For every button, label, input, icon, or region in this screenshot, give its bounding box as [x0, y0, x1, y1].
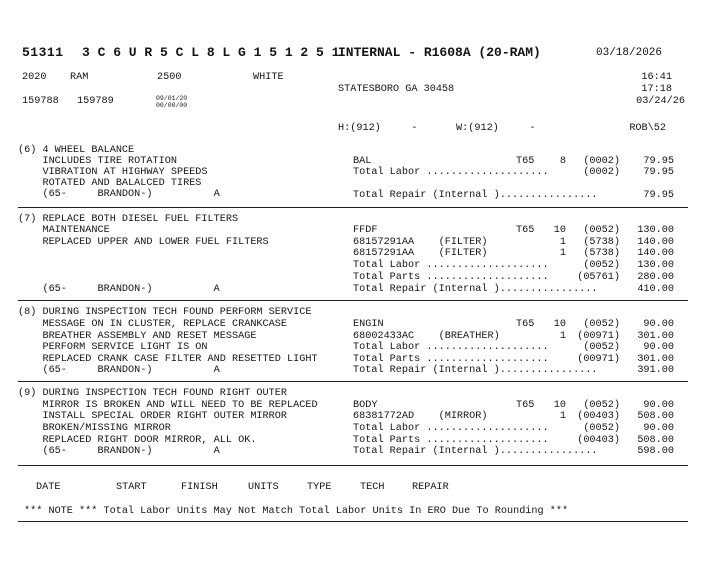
line-units: 10: [553, 400, 566, 411]
small-date-2: 00/00/00: [156, 102, 188, 109]
time-close: 17:18: [641, 84, 672, 95]
line-units: 1: [559, 331, 566, 342]
line-hours: (0052): [583, 423, 620, 434]
line-label: ENGIN: [353, 319, 384, 330]
line-label: 68157291AA (FILTER): [353, 237, 488, 248]
job-line: INSTALL SPECIAL ORDER RIGHT OUTER MIRROR: [18, 411, 287, 422]
line-amount: 130.00: [637, 260, 674, 271]
line-label: 68002433AC (BREATHER): [353, 331, 500, 342]
line-amount: 90.00: [643, 319, 674, 330]
line-amount: 79.95: [643, 156, 674, 167]
vehicle-model: 2500: [157, 72, 182, 83]
line-amount: 280.00: [637, 272, 674, 283]
line-units: 1: [559, 237, 566, 248]
line-hours: (0052): [583, 400, 620, 411]
line-tech: T65: [516, 156, 535, 167]
job-line: VIBRATION AT HIGHWAY SPEEDS: [18, 167, 208, 178]
line-hours: (5738): [583, 237, 620, 248]
line-hours: (0002): [583, 156, 620, 167]
line-amount: 391.00: [637, 365, 674, 376]
line-hours: (0052): [583, 260, 620, 271]
job-line: INCLUDES TIRE ROTATION: [18, 156, 177, 167]
job-line: (8) DURING INSPECTION TECH FOUND PERFORM SERVICE: [18, 307, 312, 318]
line-amount: 140.00: [637, 237, 674, 248]
job-line: (65- BRANDON-) A: [18, 365, 220, 376]
line-label: Total Parts ....................: [353, 272, 549, 283]
job-line: (65- BRANDON-) A: [18, 189, 220, 200]
line-hours: (0002): [583, 167, 620, 178]
service-advisor: ROB\52: [629, 123, 666, 134]
job-line: BREATHER ASSEMBLY AND RESET MESSAGE: [18, 331, 257, 342]
line-units: 1: [559, 248, 566, 259]
line-units: 1: [559, 411, 566, 422]
line-amount: 140.00: [637, 248, 674, 259]
col-type: TYPE: [307, 482, 332, 493]
line-units: 8: [559, 156, 566, 167]
line-amount: 598.00: [637, 446, 674, 457]
rounding-note: *** NOTE *** Total Labor Units May Not Match Total Labor Units In ERO Due To Rounding ***: [24, 506, 569, 517]
time-open: 16:41: [641, 72, 672, 83]
line-tech: T65: [516, 225, 535, 236]
line-amount: 90.00: [643, 342, 674, 353]
line-amount: 508.00: [637, 435, 674, 446]
stock-number-2: 159789: [77, 96, 114, 107]
line-hours: (00971): [577, 354, 620, 365]
promise-date: 03/24/26: [636, 96, 685, 107]
line-label: BODY: [353, 400, 378, 411]
job-line: PERFORM SERVICE LIGHT IS ON: [18, 342, 208, 353]
vehicle-color: WHITE: [253, 72, 284, 83]
line-hours: (5738): [583, 248, 620, 259]
col-start: START: [116, 482, 147, 493]
line-amount: 90.00: [643, 423, 674, 434]
ro-title: INTERNAL - R1608A (20-RAM): [338, 45, 541, 60]
line-amount: 410.00: [637, 284, 674, 295]
job-line: (6) 4 WHEEL BALANCE: [18, 145, 135, 156]
line-amount: 79.95: [643, 167, 674, 178]
ro-number: 51311: [22, 45, 64, 60]
job-line: REPLACED RIGHT DOOR MIRROR, ALL OK.: [18, 435, 257, 446]
line-hours: (0052): [583, 319, 620, 330]
col-units: UNITS: [248, 482, 279, 493]
job-divider: [18, 465, 688, 466]
line-amount: 79.95: [643, 190, 674, 201]
line-label: Total Repair (Internal )................: [353, 446, 598, 457]
line-hours: (0052): [583, 342, 620, 353]
vin: 3 C 6 U R 5 C L 8 L G 1 5 1 2 5 1: [82, 45, 340, 60]
line-amount: 301.00: [637, 354, 674, 365]
job-line: (65- BRANDON-) A: [18, 284, 220, 295]
line-amount: 130.00: [637, 225, 674, 236]
col-tech: TECH: [360, 482, 385, 493]
line-hours: (00403): [577, 411, 620, 422]
home-phone: H:(912) -: [338, 123, 418, 134]
job-line: (65- BRANDON-) A: [18, 446, 220, 457]
col-repair: REPAIR: [412, 482, 449, 493]
job-line: MESSAGE ON IN CLUSTER, REPLACE CRANKCASE: [18, 319, 287, 330]
line-units: 10: [553, 225, 566, 236]
footer-divider: [18, 521, 688, 522]
line-label: BAL: [353, 156, 372, 167]
job-line: (9) DURING INSPECTION TECH FOUND RIGHT OUTER: [18, 388, 287, 399]
job-line: (7) REPLACE BOTH DIESEL FUEL FILTERS: [18, 214, 239, 225]
vehicle-year: 2020: [22, 72, 47, 83]
line-label: Total Labor ....................: [353, 342, 549, 353]
small-date-1: 09/01/20: [156, 95, 188, 102]
line-label: Total Labor ....................: [353, 260, 549, 271]
location: STATESBORO GA 30458: [338, 84, 455, 95]
line-amount: 90.00: [643, 400, 674, 411]
work-phone: W:(912) -: [456, 123, 536, 134]
line-label: Total Labor ....................: [353, 167, 549, 178]
print-date: 03/18/2026: [596, 47, 663, 59]
line-hours: (00403): [577, 435, 620, 446]
job-divider: [18, 381, 688, 382]
job-line: ROTATED AND BALALCED TIRES: [18, 178, 202, 189]
line-label: Total Parts ....................: [353, 435, 549, 446]
col-finish: FINISH: [181, 482, 218, 493]
job-line: MIRROR IS BROKEN AND WILL NEED TO BE REPLACED: [18, 400, 318, 411]
job-line: REPLACED CRANK CASE FILTER AND RESETTED LIGHT: [18, 354, 318, 365]
line-hours: (0052): [583, 225, 620, 236]
line-hours: (00971): [577, 331, 620, 342]
vehicle-make: RAM: [70, 72, 89, 83]
line-label: 68381772AD (MIRROR): [353, 411, 488, 422]
line-hours: (05761): [577, 272, 620, 283]
job-line: REPLACED UPPER AND LOWER FUEL FILTERS: [18, 237, 269, 248]
line-amount: 508.00: [637, 411, 674, 422]
job-divider: [18, 300, 688, 301]
job-line: MAINTENANCE: [18, 225, 110, 236]
line-tech: T65: [516, 400, 535, 411]
col-date: DATE: [36, 482, 61, 493]
job-divider: [18, 207, 688, 208]
line-amount: 301.00: [637, 331, 674, 342]
line-label: Total Repair (Internal )................: [353, 190, 598, 201]
line-label: Total Repair (Internal )................: [353, 365, 598, 376]
line-tech: T65: [516, 319, 535, 330]
line-label: 68157291AA (FILTER): [353, 248, 488, 259]
line-label: Total Parts ....................: [353, 354, 549, 365]
job-line: BROKEN/MISSING MIRROR: [18, 423, 171, 434]
line-label: Total Labor ....................: [353, 423, 549, 434]
stock-number-1: 159788: [22, 96, 59, 107]
line-label: Total Repair (Internal )................: [353, 284, 598, 295]
line-label: FFDF: [353, 225, 378, 236]
line-units: 10: [553, 319, 566, 330]
